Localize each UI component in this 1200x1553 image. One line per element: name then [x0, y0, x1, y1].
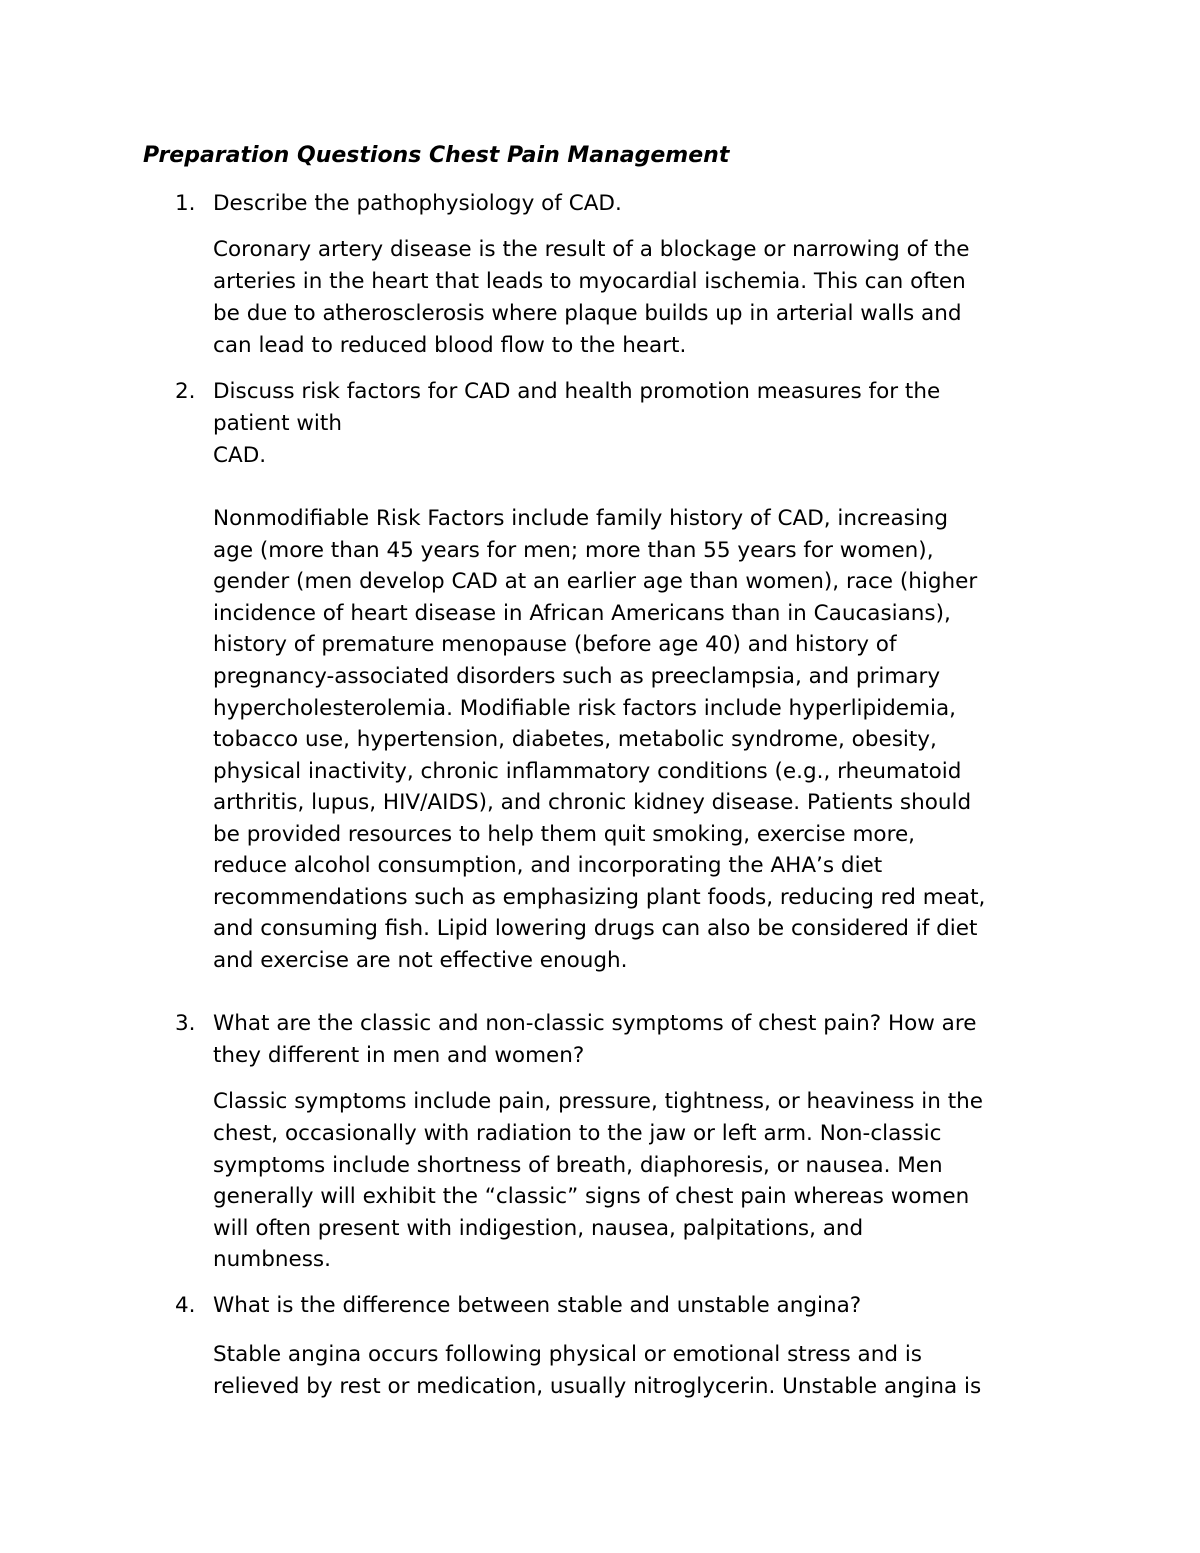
- answer-line: symptoms include shortness of breath, diaphoresis, or nausea. Men: [213, 1153, 943, 1178]
- answer-line: and consuming fish. Lipid lowering drugs can also be considered if diet: [213, 916, 978, 941]
- answer-line: be provided resources to help them quit smoking, exercise more,: [213, 822, 916, 847]
- document-title: Preparation Questions Chest Pain Management: [143, 143, 730, 168]
- answer-line: tobacco use, hypertension, diabetes, metabolic syndrome, obesity,: [213, 727, 937, 752]
- answer-line: numbness.: [213, 1247, 331, 1272]
- question-number: 2.: [175, 379, 196, 404]
- answer-line: Coronary artery disease is the result of a blockage or narrowing of the: [213, 237, 970, 262]
- question-text: What is the difference between stable and unstable angina?: [213, 1293, 862, 1318]
- answer-line: be due to atherosclerosis where plaque builds up in arterial walls and: [213, 301, 962, 326]
- answer-line: gender (men develop CAD at an earlier age than women), race (higher: [213, 569, 978, 594]
- answer-line: reduce alcohol consumption, and incorporating the AHA’s diet: [213, 853, 883, 878]
- answer-line: incidence of heart disease in African Americans than in Caucasians),: [213, 601, 951, 626]
- question-text: Discuss risk factors for CAD and health promotion measures for the: [213, 379, 941, 404]
- answer-line: history of premature menopause (before age 40) and history of: [213, 632, 897, 657]
- answer-line: Nonmodifiable Risk Factors include family history of CAD, increasing: [213, 506, 949, 531]
- answer-line: can lead to reduced blood flow to the heart.: [213, 333, 687, 358]
- answer-line: generally will exhibit the “classic” signs of chest pain whereas women: [213, 1184, 970, 1209]
- question-text: CAD.: [213, 443, 267, 468]
- answer-line: chest, occasionally with radiation to the jaw or left arm. Non-classic: [213, 1121, 942, 1146]
- answer-line: relieved by rest or medication, usually nitroglycerin. Unstable angina is: [213, 1374, 982, 1399]
- answer-line: Classic symptoms include pain, pressure, tightness, or heaviness in the: [213, 1089, 984, 1114]
- question-text: What are the classic and non-classic symptoms of chest pain? How are: [213, 1011, 977, 1036]
- question-number: 1.: [175, 191, 196, 216]
- question-number: 4.: [175, 1293, 196, 1318]
- question-text: patient with: [213, 411, 342, 436]
- answer-line: recommendations such as emphasizing plant foods, reducing red meat,: [213, 885, 986, 910]
- answer-line: physical inactivity, chronic inflammatory conditions (e.g., rheumatoid: [213, 759, 962, 784]
- answer-line: age (more than 45 years for men; more than 55 years for women),: [213, 538, 934, 563]
- answer-line: arteries in the heart that leads to myocardial ischemia. This can often: [213, 269, 966, 294]
- question-text: they different in men and women?: [213, 1043, 585, 1068]
- answer-line: hypercholesterolemia. Modifiable risk factors include hyperlipidemia,: [213, 696, 956, 721]
- question-text: Describe the pathophysiology of CAD.: [213, 191, 622, 216]
- answer-line: arthritis, lupus, HIV/AIDS), and chronic kidney disease. Patients should: [213, 790, 972, 815]
- answer-line: pregnancy-associated disorders such as preeclampsia, and primary: [213, 664, 941, 689]
- answer-line: Stable angina occurs following physical or emotional stress and is: [213, 1342, 922, 1367]
- answer-line: and exercise are not effective enough.: [213, 948, 628, 973]
- answer-line: will often present with indigestion, nausea, palpitations, and: [213, 1216, 864, 1241]
- question-number: 3.: [175, 1011, 196, 1036]
